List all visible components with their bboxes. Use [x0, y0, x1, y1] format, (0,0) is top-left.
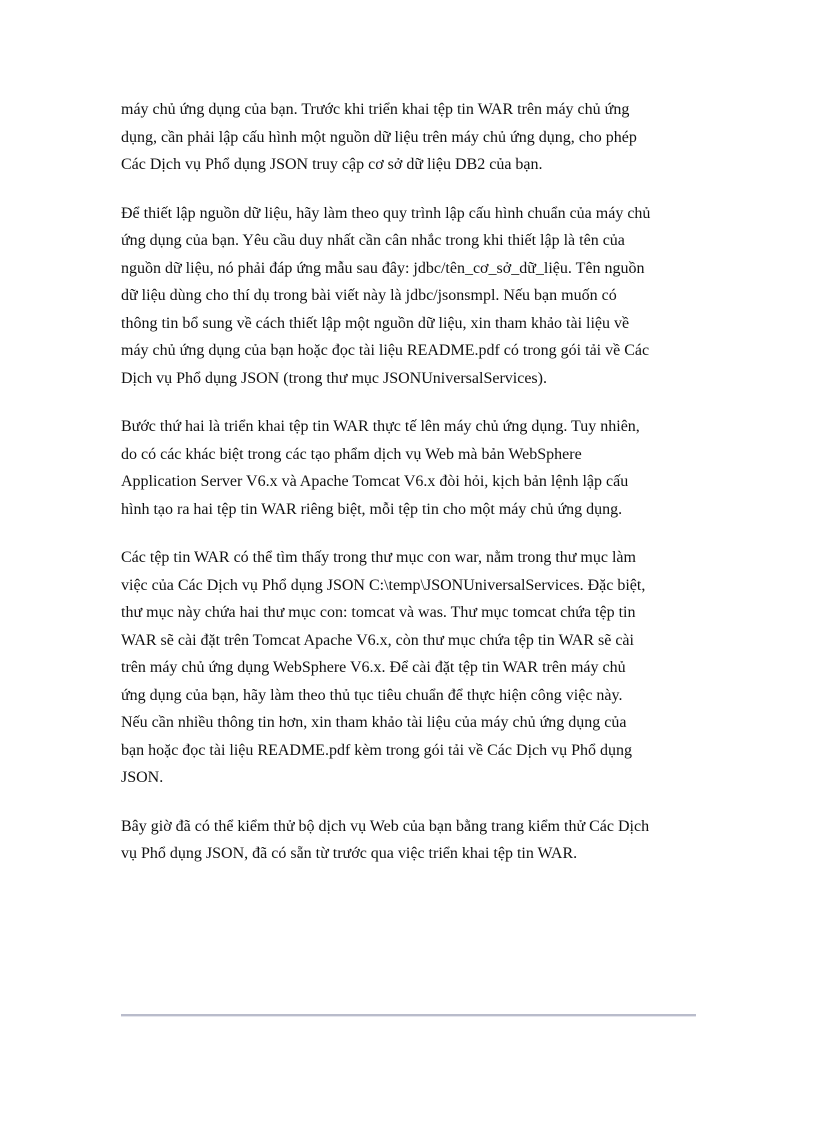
paragraph-war-location: Các tệp tin WAR có thể tìm thấy trong thư mục con war, nằm trong thư mục làm việc của Các Dịch vụ Phổ dụng JSON C:\temp\JSONUniversalServices. Đặc biệt, thư mục này chứa hai thư mục con: tomcat và was. Thư mục tomcat chứa tệp tin WAR sẽ cài đặt trên Tomcat Apache V6.x, còn thư mục chứa tệp tin WAR sẽ cài trên máy chủ ứng dụng WebSphere V6.x. Để cài đặt tệp tin WAR trên máy chủ ứng dụng của bạn, hãy làm theo thủ tục tiêu chuẩn để thực hiện công việc này. Nếu cần nhiều thông tin hơn, xin tham khảo tài liệu của máy chủ ứng dụng của bạn hoặc đọc tài liệu README.pdf kèm trong gói tải về Các Dịch vụ Phổ dụng JSON. — [121, 549, 646, 786]
paragraph-war-deploy: Bước thứ hai là triển khai tệp tin WAR thực tế lên máy chủ ứng dụng. Tuy nhiên, do có các khác biệt trong các tạo phẩm dịch vụ Web mà bản WebSphere Application Server V6.x và Apache Tomcat V6.x đòi hỏi, kịch bản lệnh lập cấu hình tạo ra hai tệp tin WAR riêng biệt, mỗi tệp tin cho một máy chủ ứng dụng. — [121, 418, 640, 518]
paragraph-data-source-intro: máy chủ ứng dụng của bạn. Trước khi triển khai tệp tin WAR trên máy chủ ứng dụng, cần phải lập cấu hình một nguồn dữ liệu trên máy chủ ứng dụng, cho phép Các Dịch vụ Phổ dụng JSON truy cập cơ sở dữ liệu DB2 của bạn. — [121, 101, 637, 173]
document-page — [121, 96, 701, 889]
paragraph-data-source-setup: Để thiết lập nguồn dữ liệu, hãy làm theo quy trình lập cấu hình chuẩn của máy chủ ứng dụng của bạn. Yêu cầu duy nhất cần cân nhắc trong khi thiết lập là tên của nguồn dữ liệu, nó phải đáp ứng mẫu sau đây: jdbc/tên_cơ_sở_dữ_liệu. Tên nguồn dữ liệu dùng cho thí dụ trong bài viết này là jdbc/jsonsmpl. Nếu bạn muốn có thông tin bổ sung về cách thiết lập một nguồn dữ liệu, xin tham khảo tài liệu về máy chủ ứng dụng của bạn hoặc đọc tài liệu README.pdf có trong gói tải về Các Dịch vụ Phổ dụng JSON (trong thư mục JSONUniversalServices). — [121, 204, 651, 387]
paragraph-testing: Bây giờ đã có thể kiểm thử bộ dịch vụ Web của bạn bằng trang kiểm thử Các Dịch vụ Phổ dụng JSON, đã có sẵn từ trước qua việc triển khai tệp tin WAR. — [121, 817, 650, 862]
horizontal-divider — [121, 1014, 696, 1017]
